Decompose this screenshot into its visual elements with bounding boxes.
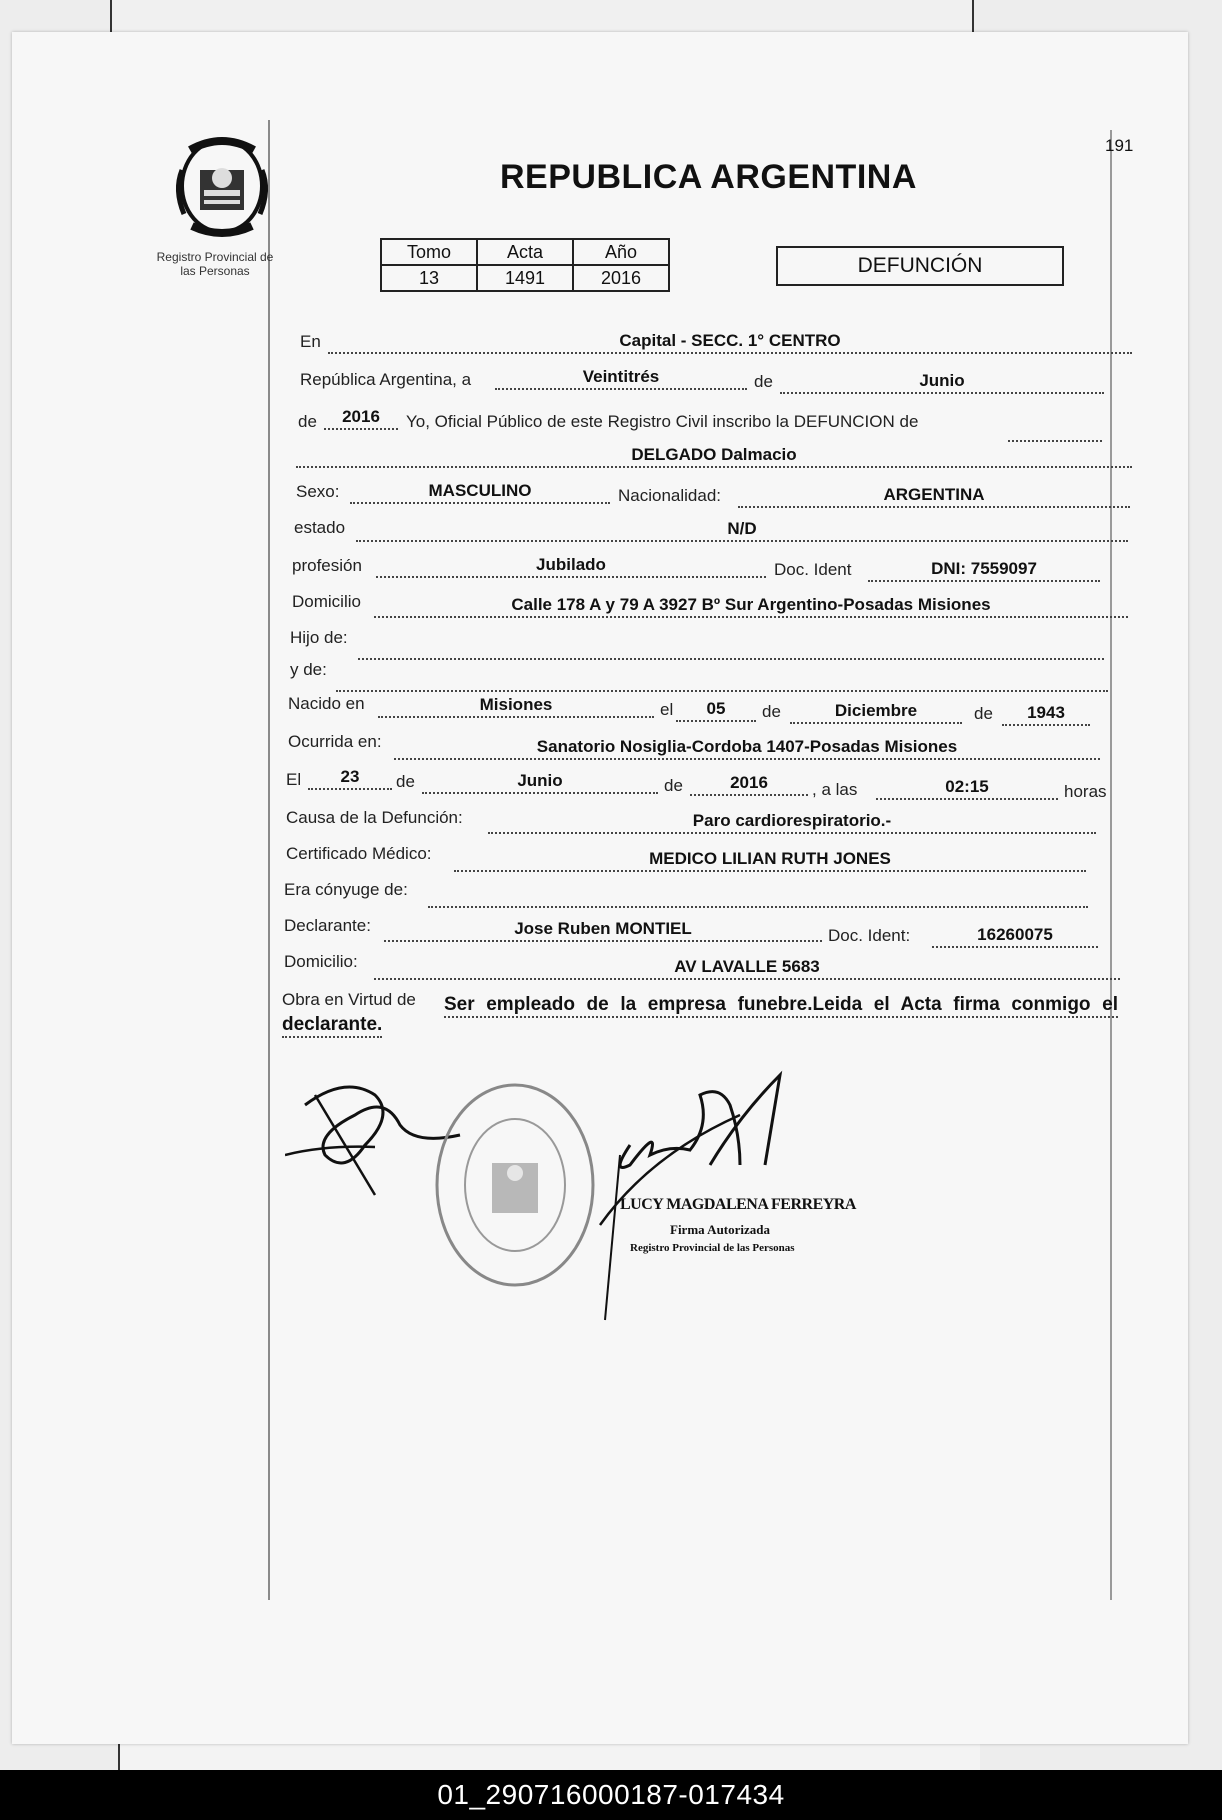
label-de: de — [298, 412, 317, 431]
field-deceased-name: DELGADO Dalmacio — [296, 444, 1132, 468]
label-domicilio: Domicilio: — [284, 952, 358, 971]
field-obra-line1: Ser empleado de la empresa funebre.Leida el Acta firma conmigo el — [444, 994, 1118, 1018]
page-title: REPUBLICA ARGENTINA — [500, 158, 917, 196]
table-cell-ano: 2016 — [573, 265, 669, 291]
label-republica: República Argentina, a — [300, 370, 472, 389]
field-declarant-address: AV LAVALLE 5683 — [374, 956, 1120, 980]
field-cause: Paro cardiorespiratorio.- — [488, 810, 1096, 834]
label-y-de: y de: — [290, 660, 327, 679]
provincial-crest-icon — [170, 130, 274, 240]
field-place: Capital - SECC. 1° CENTRO — [328, 330, 1132, 354]
label-estado: estado — [294, 518, 346, 537]
page-number: 191 — [1105, 136, 1134, 155]
field-spouse — [428, 884, 1088, 908]
field-birth-year: 1943 — [1002, 702, 1090, 726]
label-a-las: , a las — [812, 780, 858, 799]
field-birth-day: 05 — [676, 698, 756, 722]
field-sex: MASCULINO — [350, 480, 610, 504]
table-cell-tomo: 13 — [381, 265, 477, 291]
reference-table — [380, 238, 670, 292]
label-conyuge: Era cónyuge de: — [284, 880, 408, 899]
label-causa: Causa de la Defunción: — [286, 808, 463, 827]
label-en: En — [300, 332, 321, 351]
label-de: de — [974, 704, 993, 723]
field-occurred-at: Sanatorio Nosiglia-Cordoba 1407-Posadas Misiones — [394, 736, 1100, 760]
label-doc-ident: Doc. Ident — [774, 560, 852, 579]
table-header-ano: Año — [573, 239, 669, 265]
field-and-of — [336, 668, 1108, 692]
field-day-words: Veintitrés — [495, 366, 747, 390]
label-certificado: Certificado Médico: — [286, 844, 432, 863]
field-civil-status: N/D — [356, 518, 1128, 542]
field-birth-place: Misiones — [378, 694, 654, 718]
label-profesion: profesión — [292, 556, 362, 575]
field-son-of — [358, 636, 1104, 660]
field-month: Junio — [780, 370, 1104, 394]
label-de: de — [396, 772, 415, 791]
registry-label: Registro Provincial de las Personas — [156, 250, 274, 278]
field-birth-month: Diciembre — [790, 700, 962, 724]
label-ocurrida-en: Ocurrida en: — [288, 732, 382, 751]
field-death-year: 2016 — [690, 772, 808, 796]
field-death-month: Junio — [422, 770, 658, 794]
authorization-stamp — [620, 1196, 880, 1276]
field-medical-certificate: MEDICO LILIAN RUTH JONES — [454, 848, 1086, 872]
signer-org: Registro Provincial de las Personas — [630, 1242, 795, 1254]
margin-line — [268, 120, 270, 1600]
registry-seal-icon — [430, 1078, 600, 1293]
signer-name: LUCY MAGDALENA FERREYRA — [620, 1196, 856, 1213]
label-sexo: Sexo: — [296, 482, 340, 501]
label-doc-ident: Doc. Ident: — [828, 926, 911, 945]
label-yo-oficial: Yo, Oficial Público de este Registro Civil inscribo la DEFUNCION de — [406, 412, 919, 431]
field-nationality: ARGENTINA — [738, 484, 1130, 508]
footer-document-id: 01_290716000187-017434 — [437, 1779, 785, 1810]
official-signature-icon — [590, 1055, 830, 1325]
label-domicilio: Domicilio — [292, 592, 361, 611]
field-year: 2016 — [324, 406, 398, 430]
label-hijo-de: Hijo de: — [290, 628, 348, 647]
table-cell-acta: 1491 — [477, 265, 573, 291]
field-profession: Jubilado — [376, 554, 766, 578]
label-el: El — [286, 770, 302, 789]
field-address: Calle 178 A y 79 A 3927 Bº Sur Argentino-Posadas Misiones — [374, 594, 1128, 618]
table-header-tomo: Tomo — [381, 239, 477, 265]
field-declarant-doc: 16260075 — [932, 924, 1098, 948]
label-nacido-en: Nacido en — [288, 694, 365, 713]
label-obra: Obra en Virtud de — [282, 990, 416, 1009]
table-header-acta: Acta — [477, 239, 573, 265]
footer-bar — [0, 1770, 1222, 1820]
field-obra-line2: declarante. — [282, 1014, 382, 1038]
record-type-box: DEFUNCIÓN — [776, 246, 1064, 286]
label-de: de — [762, 702, 781, 721]
field-death-time: 02:15 — [876, 776, 1058, 800]
label-horas: horas — [1064, 782, 1107, 801]
label-de: de — [664, 776, 683, 795]
field-death-day: 23 — [308, 766, 392, 790]
field-document: DNI: 7559097 — [868, 558, 1100, 582]
field-blank — [1008, 418, 1102, 442]
label-nacionalidad: Nacionalidad: — [618, 486, 722, 505]
signer-role: Firma Autorizada — [670, 1222, 771, 1237]
label-declarante: Declarante: — [284, 916, 371, 935]
label-de: de — [754, 372, 773, 391]
label-el: el — [660, 700, 674, 719]
field-declarant: Jose Ruben MONTIEL — [384, 918, 822, 942]
